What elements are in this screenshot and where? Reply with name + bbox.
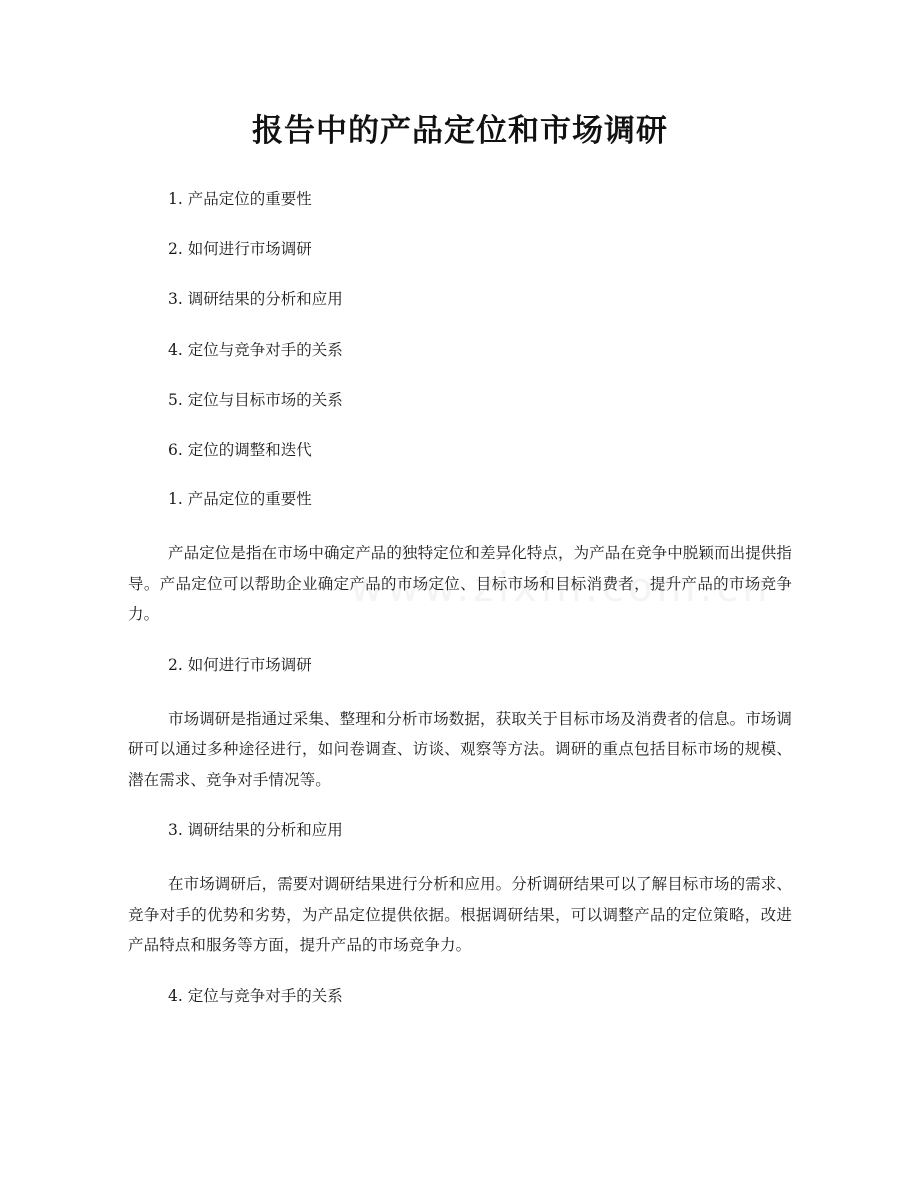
toc-item: 5. 定位与目标市场的关系 bbox=[168, 390, 343, 409]
toc-item: 3. 调研结果的分析和应用 bbox=[168, 290, 343, 309]
section-paragraph: 产品定位是指在市场中确定产品的独特定位和差异化特点，为产品在竞争中脱颖而出提供指导。产品定位可以帮助企业确定产品的市场定位、目标市场和目标消费者，提升产品的市场竞争力。 bbox=[128, 544, 793, 623]
section-heading: 3. 调研结果的分析和应用 bbox=[168, 821, 343, 839]
toc-item: 2. 如何进行市场调研 bbox=[168, 240, 312, 259]
toc-item: 4. 定位与竞争对手的关系 bbox=[168, 340, 343, 359]
section-paragraph: 市场调研是指通过采集、整理和分析市场数据，获取关于目标市场及消费者的信息。市场调研可以通过多种途径进行，如问卷调查、访谈、观察等方法。调研的重点包括目标市场的规模、潜在需求、竞争对手情况等。 bbox=[128, 709, 793, 789]
toc-item: 1. 产品定位的重要性 bbox=[168, 190, 312, 208]
section-paragraph: 在市场调研后，需要对调研结果进行分析和应用。分析调研结果可以了解目标市场的需求、竞争对手的优势和劣势，为产品定位提供依据。根据调研结果，可以调整产品的定位策略，改进产品特点和服务等方面，提升产品的市场竞争力。 bbox=[128, 875, 793, 954]
document-body bbox=[128, 487, 792, 1009]
section-heading: 1. 产品定位的重要性 bbox=[168, 490, 312, 508]
section-heading: 4. 定位与竞争对手的关系 bbox=[168, 986, 343, 1005]
section-heading: 2. 如何进行市场调研 bbox=[168, 655, 312, 674]
table-of-contents bbox=[168, 187, 768, 488]
toc-item: 6. 定位的调整和迭代 bbox=[168, 440, 312, 459]
page-title: 报告中的产品定位和市场调研 bbox=[252, 113, 668, 149]
